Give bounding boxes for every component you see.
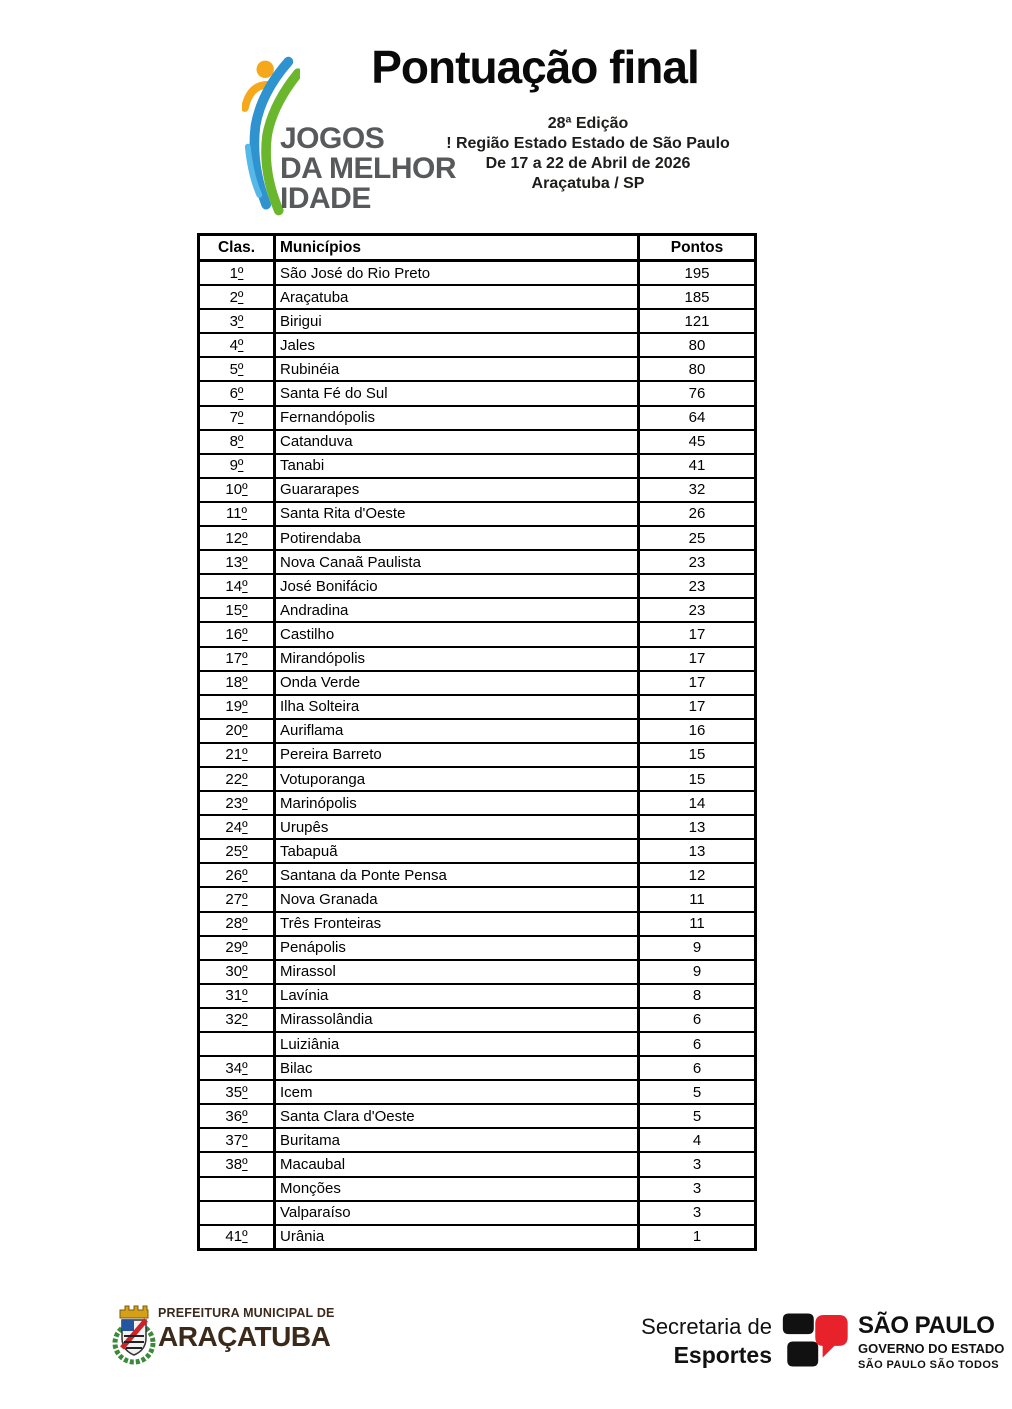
pontos-cell: 23 (639, 550, 756, 574)
pontos-cell: 11 (639, 887, 756, 911)
subtitle-dates: De 17 a 22 de Abril de 2026 (485, 155, 691, 172)
clas-cell: 23º (199, 791, 275, 815)
clas-cell: 30º (199, 960, 275, 984)
ordinal-indicator: º (242, 915, 248, 933)
pontos-cell: 3 (639, 1152, 756, 1176)
pontos-cell: 3 (639, 1201, 756, 1225)
clas-cell (199, 1032, 275, 1056)
clas-cell: 28º (199, 912, 275, 936)
pontos-cell: 6 (639, 1032, 756, 1056)
ordinal-indicator: º (242, 818, 248, 836)
clas-cell: 4º (199, 333, 275, 357)
pontos-cell: 23 (639, 574, 756, 598)
results-table (197, 233, 757, 1251)
pontos-cell: 185 (639, 285, 756, 309)
clas-cell: 14º (199, 574, 275, 598)
municipio-cell: Santa Rita d'Oeste (275, 502, 639, 526)
pontos-cell: 23 (639, 598, 756, 622)
table-row (199, 743, 756, 767)
clas-cell: 36º (199, 1104, 275, 1128)
clas-cell: 11º (199, 502, 275, 526)
municipio-cell: Mirandópolis (275, 647, 639, 671)
table-row (199, 502, 756, 526)
municipio-cell: Valparaíso (275, 1201, 639, 1225)
municipio-cell: Santana da Ponte Pensa (275, 863, 639, 887)
clas-cell: 3º (199, 309, 275, 333)
pontos-cell: 11 (639, 912, 756, 936)
municipio-cell: Buritama (275, 1128, 639, 1152)
ordinal-indicator: º (242, 939, 248, 957)
municipio-cell: São José do Rio Preto (275, 261, 639, 286)
municipio-cell: Tanabi (275, 454, 639, 478)
table-row (199, 1177, 756, 1201)
clas-cell: 41º (199, 1225, 275, 1250)
ordinal-indicator: º (242, 987, 248, 1005)
municipio-cell: Potirendaba (275, 526, 639, 550)
table-row (199, 1225, 756, 1250)
ordinal-indicator: º (242, 601, 248, 619)
table-row (199, 960, 756, 984)
jmi-logo-line2: DA MELHOR (280, 152, 457, 185)
table-row (199, 1056, 756, 1080)
table-row (199, 887, 756, 911)
clas-cell: 27º (199, 887, 275, 911)
municipio-cell: Santa Clara d'Oeste (275, 1104, 639, 1128)
table-row (199, 309, 756, 333)
municipio-cell: Birigui (275, 309, 639, 333)
prefeitura-block (158, 1306, 335, 1353)
ordinal-indicator: º (237, 433, 244, 451)
pontos-cell: 4 (639, 1128, 756, 1152)
ordinal-indicator: º (237, 312, 244, 330)
pontos-cell: 26 (639, 502, 756, 526)
ordinal-indicator: º (237, 385, 244, 403)
pontos-cell: 45 (639, 430, 756, 454)
clas-cell: 2º (199, 285, 275, 309)
pontos-cell: 25 (639, 526, 756, 550)
esportes-label: Esportes (673, 1342, 772, 1368)
table-row (199, 1152, 756, 1176)
municipio-cell: Ilha Solteira (275, 695, 639, 719)
pontos-cell: 17 (639, 695, 756, 719)
clas-cell: 26º (199, 863, 275, 887)
ordinal-indicator: º (237, 336, 244, 354)
gov-block (858, 1312, 1004, 1371)
table-row (199, 574, 756, 598)
table-row (199, 333, 756, 357)
ordinal-indicator: º (237, 409, 244, 427)
municipio-cell: Rubinéia (275, 357, 639, 381)
pontos-cell: 121 (639, 309, 756, 333)
pontos-cell: 8 (639, 984, 756, 1008)
prefeitura-label: PREFEITURA MUNICIPAL DE (158, 1306, 335, 1320)
table-row (199, 839, 756, 863)
municipio-cell: Pereira Barreto (275, 743, 639, 767)
ordinal-indicator: º (242, 963, 248, 981)
pontos-cell: 9 (639, 936, 756, 960)
ordinal-indicator: º (242, 1131, 248, 1149)
municipio-cell: Andradina (275, 598, 639, 622)
municipio-cell: Penápolis (275, 936, 639, 960)
clas-cell: 16º (199, 622, 275, 646)
clas-cell: 13º (199, 550, 275, 574)
clas-cell: 38º (199, 1152, 275, 1176)
table-header-row (199, 235, 756, 261)
ordinal-indicator: º (242, 1107, 248, 1125)
ordinal-indicator: º (242, 1156, 248, 1174)
gov-slogan: SÃO PAULO SÃO TODOS (858, 1359, 1000, 1371)
clas-cell: 1º (199, 261, 275, 286)
table-row (199, 550, 756, 574)
ordinal-indicator: º (242, 553, 248, 571)
pontos-cell: 13 (639, 815, 756, 839)
clas-cell: 31º (199, 984, 275, 1008)
municipio-cell: Tabapuã (275, 839, 639, 863)
subtitle-city: Araçatuba / SP (531, 175, 645, 192)
municipio-cell: Auriflama (275, 719, 639, 743)
municipio-cell: Lavínia (275, 984, 639, 1008)
pontos-cell: 16 (639, 719, 756, 743)
ordinal-indicator: º (242, 698, 248, 716)
ordinal-indicator: º (242, 842, 248, 860)
pontos-cell: 5 (639, 1080, 756, 1104)
ordinal-indicator: º (241, 505, 248, 523)
clas-cell: 18º (199, 671, 275, 695)
table-row (199, 285, 756, 309)
table-row (199, 719, 756, 743)
pontos-cell: 1 (639, 1225, 756, 1250)
ordinal-indicator: º (242, 746, 248, 764)
municipio-cell: Araçatuba (275, 285, 639, 309)
table-row (199, 815, 756, 839)
ordinal-indicator: º (242, 866, 248, 884)
municipio-cell: Mirassolândia (275, 1008, 639, 1032)
municipio-cell: Votuporanga (275, 767, 639, 791)
municipio-cell: Três Fronteiras (275, 912, 639, 936)
ordinal-indicator: º (242, 1228, 248, 1246)
municipio-cell: Castilho (275, 622, 639, 646)
clas-cell: 21º (199, 743, 275, 767)
table-row (199, 261, 756, 286)
ordinal-indicator: º (242, 890, 248, 908)
pontos-cell: 6 (639, 1056, 756, 1080)
ordinal-indicator: º (242, 722, 248, 740)
clas-cell: 24º (199, 815, 275, 839)
ordinal-indicator: º (237, 264, 244, 282)
table-row (199, 1104, 756, 1128)
table-row (199, 381, 756, 405)
pontos-cell: 41 (639, 454, 756, 478)
pontos-cell: 5 (639, 1104, 756, 1128)
table-row (199, 695, 756, 719)
clas-cell: 12º (199, 526, 275, 550)
pontos-cell: 15 (639, 743, 756, 767)
municipio-cell: Nova Granada (275, 887, 639, 911)
clas-cell (199, 1201, 275, 1225)
municipio-cell: Monções (275, 1177, 639, 1201)
ordinal-indicator: º (242, 770, 248, 788)
jmi-logo-line3: IDADE (280, 182, 371, 215)
municipio-cell: Onda Verde (275, 671, 639, 695)
municipio-cell: Fernandópolis (275, 406, 639, 430)
pontos-cell: 195 (639, 261, 756, 286)
table-row (199, 767, 756, 791)
pontos-cell: 9 (639, 960, 756, 984)
municipio-cell: Urânia (275, 1225, 639, 1250)
table-row (199, 863, 756, 887)
municipio-cell: Nova Canaã Paulista (275, 550, 639, 574)
ordinal-indicator: º (242, 1011, 248, 1029)
ordinal-indicator: º (242, 794, 248, 812)
clas-cell: 5º (199, 357, 275, 381)
pontos-cell: 12 (639, 863, 756, 887)
pontos-cell: 6 (639, 1008, 756, 1032)
pontos-cell: 32 (639, 478, 756, 502)
pontos-cell: 14 (639, 791, 756, 815)
event-subtitle (428, 114, 748, 194)
sp-gov-logo-icon (782, 1312, 850, 1368)
clas-cell: 32º (199, 1008, 275, 1032)
municipio-cell: Bilac (275, 1056, 639, 1080)
ordinal-indicator: º (242, 1083, 248, 1101)
municipio-cell: Macaubal (275, 1152, 639, 1176)
table-row (199, 526, 756, 550)
pontos-cell: 15 (639, 767, 756, 791)
municipio-cell: Guararapes (275, 478, 639, 502)
table-row (199, 622, 756, 646)
secretaria-block (600, 1314, 772, 1369)
column-header-pontos: Pontos (639, 235, 756, 261)
ordinal-indicator: º (242, 481, 248, 499)
prefeitura-city-name: ARAÇATUBA (158, 1321, 331, 1352)
table-row (199, 671, 756, 695)
table-row (199, 357, 756, 381)
ordinal-indicator: º (237, 288, 244, 306)
pontos-cell: 3 (639, 1177, 756, 1201)
pontos-cell: 80 (639, 333, 756, 357)
jmi-logo-line1: JOGOS (280, 122, 385, 155)
table-row (199, 1032, 756, 1056)
clas-cell: 8º (199, 430, 275, 454)
clas-cell: 29º (199, 936, 275, 960)
ordinal-indicator: º (242, 625, 248, 643)
clas-cell: 19º (199, 695, 275, 719)
ordinal-indicator: º (242, 674, 248, 692)
pontos-cell: 64 (639, 406, 756, 430)
ordinal-indicator: º (242, 650, 248, 668)
ordinal-indicator: º (237, 457, 244, 475)
table-row (199, 478, 756, 502)
pontos-cell: 17 (639, 671, 756, 695)
clas-cell: 35º (199, 1080, 275, 1104)
ordinal-indicator: º (237, 360, 244, 378)
table-row (199, 430, 756, 454)
table-row (199, 406, 756, 430)
municipio-cell: José Bonifácio (275, 574, 639, 598)
column-header-clas: Clas. (199, 235, 275, 261)
gov-subtitle: GOVERNO DO ESTADO (858, 1341, 1005, 1356)
gov-name: SÃO PAULO (858, 1312, 995, 1339)
clas-cell: 10º (199, 478, 275, 502)
ordinal-indicator: º (242, 529, 248, 547)
table-row (199, 1008, 756, 1032)
municipio-cell: Icem (275, 1080, 639, 1104)
aracatuba-crest-icon (112, 1300, 156, 1378)
municipio-cell: Catanduva (275, 430, 639, 454)
ordinal-indicator: º (242, 1059, 248, 1077)
table-row (199, 936, 756, 960)
pontos-cell: 17 (639, 647, 756, 671)
table-row (199, 598, 756, 622)
clas-cell: 37º (199, 1128, 275, 1152)
clas-cell: 20º (199, 719, 275, 743)
table-row (199, 1201, 756, 1225)
clas-cell: 17º (199, 647, 275, 671)
municipio-cell: Mirassol (275, 960, 639, 984)
ordinal-indicator: º (242, 577, 248, 595)
table-row (199, 1128, 756, 1152)
pontos-cell: 76 (639, 381, 756, 405)
municipio-cell: Jales (275, 333, 639, 357)
table-row (199, 647, 756, 671)
municipio-cell: Urupês (275, 815, 639, 839)
subtitle-edition: 28ª Edição (547, 115, 629, 132)
clas-cell: 22º (199, 767, 275, 791)
table-row (199, 1080, 756, 1104)
clas-cell: 9º (199, 454, 275, 478)
table-row (199, 984, 756, 1008)
pontos-cell: 17 (639, 622, 756, 646)
municipio-cell: Marinópolis (275, 791, 639, 815)
clas-cell: 7º (199, 406, 275, 430)
table-row (199, 912, 756, 936)
clas-cell: 6º (199, 381, 275, 405)
subtitle-region: ! Região Estado Estado de São Paulo (446, 135, 730, 152)
page-title: Pontuação final (371, 41, 699, 93)
table-row (199, 454, 756, 478)
clas-cell: 25º (199, 839, 275, 863)
pontos-cell: 80 (639, 357, 756, 381)
municipio-cell: Santa Fé do Sul (275, 381, 639, 405)
pontos-cell: 13 (639, 839, 756, 863)
municipio-cell: Luiziânia (275, 1032, 639, 1056)
clas-cell: 15º (199, 598, 275, 622)
clas-cell: 34º (199, 1056, 275, 1080)
secretaria-label: Secretaria de (641, 1314, 772, 1339)
column-header-municipios: Municípios (275, 235, 639, 261)
table-row (199, 791, 756, 815)
clas-cell (199, 1177, 275, 1201)
